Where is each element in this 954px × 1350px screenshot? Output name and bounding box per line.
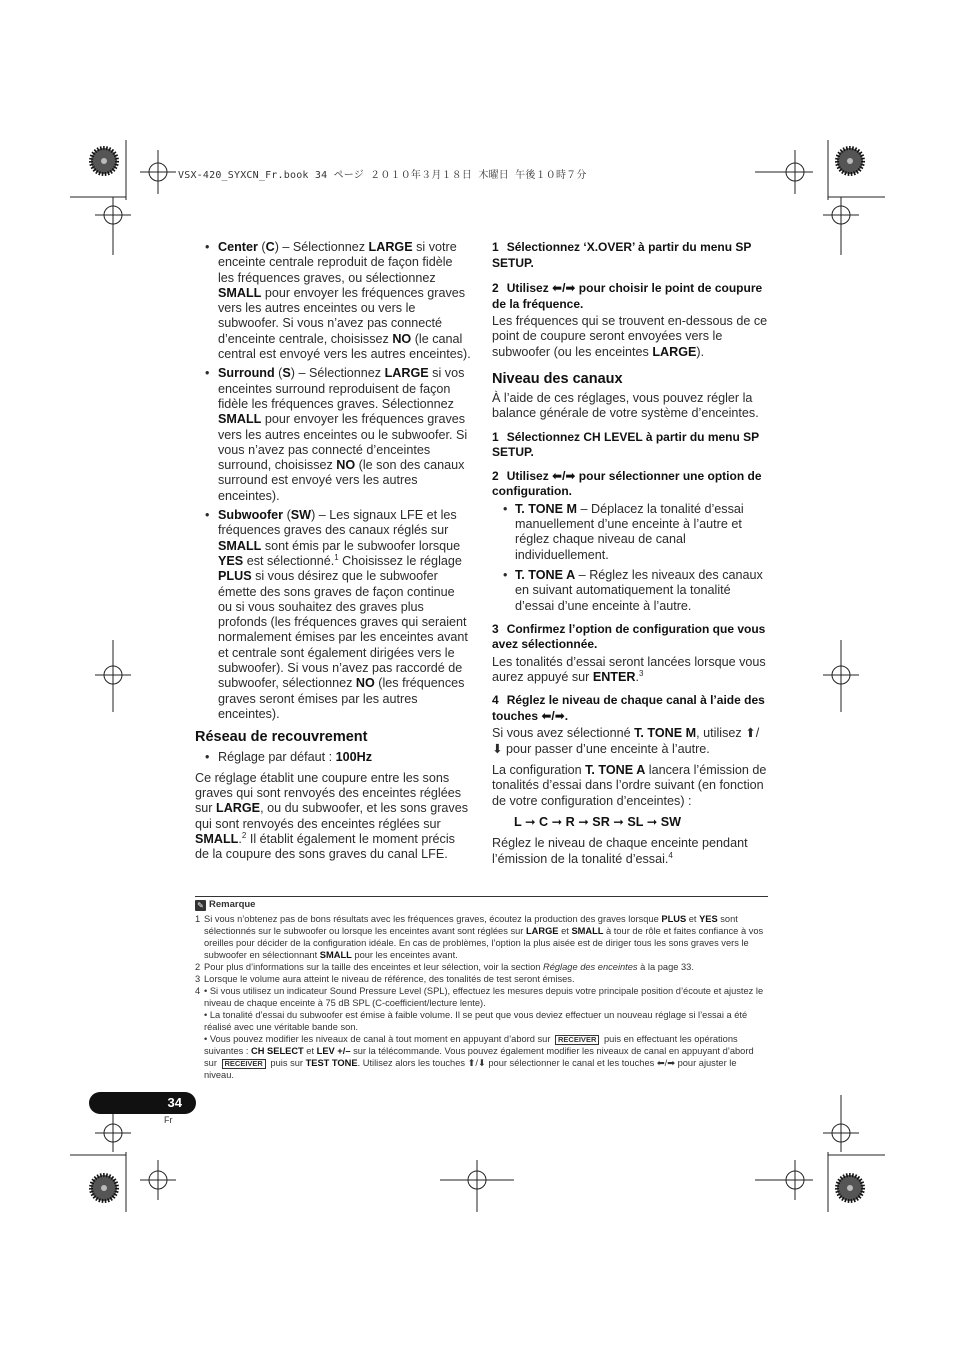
notes-section — [195, 899, 768, 1081]
text: . — [635, 670, 639, 685]
text: pour les enceintes avant. — [351, 950, 458, 960]
level-step-3 — [492, 622, 768, 653]
surround-option — [195, 366, 471, 504]
text: Il établit également le moment précis de la coupure des sons graves du canal LFE. — [195, 831, 455, 862]
text: – Sélectionnez — [278, 240, 369, 254]
keyword: SMALL — [218, 412, 262, 427]
crosshair-top-left — [140, 150, 176, 194]
step-number: 1 — [492, 240, 499, 254]
text: à la page 33. — [637, 962, 694, 972]
text: et — [558, 926, 572, 936]
step-2 — [492, 281, 768, 312]
keyword: SMALL — [218, 285, 262, 300]
footnote-ref: 1 — [334, 552, 339, 562]
footnote-3 — [195, 973, 768, 985]
paren: ( — [257, 240, 266, 254]
keyword: LARGE — [368, 240, 413, 254]
footnote-number: 3 — [195, 974, 201, 984]
channel-level-heading: Niveau des canaux — [492, 370, 623, 387]
text: sont sélectionnés sur le subwoofer ou lorsque les enceintes avant sont réglées sur — [204, 914, 738, 936]
section-reference: Réglage des enceintes — [543, 962, 638, 972]
text: puis sur — [267, 1058, 306, 1068]
crosshair-right-mid — [823, 640, 859, 712]
crosshair-left-top — [95, 197, 131, 255]
text: • Si vous utilisez un indicateur Sound Pressure Level (SPL), effectuez les mesures depuis votre principale position d’écoute et ajustez le niveau de chaque enceinte à 75 dB SPL (C-coefficient/lecture lente). — [204, 986, 764, 1008]
keyword: SMALL — [319, 950, 352, 960]
text: (le son des canaux surround est envoyé vers les autres enceintes). — [218, 458, 465, 503]
subwoofer-label: Subwoofer — [218, 508, 284, 523]
text: Réglez le niveau de chaque enceinte pendant l’émission de la tonalité d’essai. — [492, 836, 748, 866]
text: . Utilisez alors les touches ⬆/⬇ pour sélectionner le canal et les touches ⬅/➡ pour ajuster le niveau. — [204, 1058, 737, 1080]
text: pour envoyer les fréquences graves vers les autres enceintes ou le subwoofer. Si vous n’avez pas connecté d’enceintes surround, choisissez — [218, 412, 468, 473]
footnote-4c — [195, 1033, 768, 1081]
keyword: ENTER — [592, 670, 636, 685]
step-text: Sélectionnez ‘X.OVER’ à partir du menu SP SETUP. — [492, 240, 752, 270]
text: Choisissez le réglage — [338, 553, 462, 568]
step-number: 3 — [492, 621, 499, 636]
paren: ( — [283, 508, 291, 523]
text: et — [686, 914, 700, 924]
paren: ) — [311, 508, 316, 523]
text: si votre enceinte centrale reproduit de façon fidèle les fréquences graves, ou sélectionnez — [218, 240, 457, 285]
footnote-number: 2 — [195, 962, 201, 972]
starburst-bottom-right — [837, 1175, 863, 1201]
notes-divider — [195, 896, 768, 897]
text: • La tonalité d’essai du subwoofer est émise à faible volume. Il se peut que vous deviez effectuer un nouveau réglage si l’essai a été réalisé avec une véritable bande son. — [204, 1010, 748, 1032]
keyword: T. TONE M — [634, 726, 697, 741]
default-value: 100Hz — [335, 749, 373, 764]
step-number: 1 — [492, 429, 499, 444]
text: et — [303, 1046, 317, 1056]
text: (le canal central est envoyé vers les autres enceintes). — [218, 331, 471, 362]
tone-a-option — [492, 568, 768, 614]
notes-heading — [195, 899, 768, 911]
crosshair-top-right — [755, 150, 813, 194]
surround-abbr: S — [282, 366, 291, 381]
crosshair-bottom-right — [755, 1160, 813, 1200]
page-number: 34 — [167, 1095, 182, 1110]
keyword: SMALL — [218, 538, 262, 553]
paren: ) — [290, 366, 295, 381]
starburst-top-right — [837, 148, 863, 174]
starburst-bottom-left — [91, 1175, 117, 1201]
text: , ou du subwoofer, et les sons graves qui sont renvoyés des enceintes réglées sur — [195, 801, 468, 831]
keyword: LEV +/– — [316, 1046, 351, 1056]
crosshair-right-bottom — [823, 1095, 859, 1152]
footnote-ref: 4 — [668, 850, 673, 860]
text: Lorsque le volume aura atteint le niveau de référence, des tonalités de test seront émises. — [204, 974, 575, 984]
receiver-key-icon: RECEIVER — [222, 1059, 266, 1069]
text: . — [238, 831, 242, 846]
level-step-4-paragraph-2 — [492, 763, 768, 809]
footnote-1 — [195, 913, 768, 961]
step-number: 4 — [492, 693, 499, 708]
starburst-top-left — [91, 148, 117, 174]
step-text: Confirmez l’option de configuration que vous avez sélectionnée. — [492, 621, 766, 652]
keyword: LARGE — [525, 926, 559, 936]
notes-title: Remarque — [209, 899, 256, 910]
level-step-3-paragraph — [492, 655, 768, 686]
text: • Vous pouvez modifier les niveaux de canal à tout moment en appuyant d’abord sur — [204, 1034, 554, 1044]
keyword: SMALL — [195, 831, 239, 846]
step-text: Utilisez ⬅/➡ pour sélectionner une option de configuration. — [492, 468, 762, 499]
text: , utilisez ⬆/⬇ pour passer d’une enceinte à l’autre. — [492, 726, 760, 756]
keyword: PLUS — [661, 914, 687, 924]
crossover-heading: Réseau de recouvrement — [195, 729, 368, 746]
subwoofer-option — [195, 508, 471, 722]
text: – Réglez les niveaux des canaux en suivant automatiquement la tonalité d’essai d’une enceinte à l’autre. — [515, 567, 763, 613]
level-step-4 — [492, 693, 768, 724]
text: Ce réglage établit une coupure entre les sons graves qui sont renvoyés des enceintes réglées sur — [195, 770, 462, 816]
keyword: YES — [218, 553, 244, 568]
text: sur la télécommande. Vous pouvez également modifier les niveaux de canal en appuyant d’abord sur — [204, 1046, 754, 1068]
level-step-4-paragraph-1 — [492, 726, 768, 757]
footnote-2 — [195, 961, 768, 973]
keyword: TEST TONE — [305, 1058, 358, 1068]
keyword: CH SELECT — [251, 1046, 304, 1056]
text: Si vous n’obtenez pas de bons résultats avec les fréquences graves, écoutez la production des graves lorsque — [204, 914, 662, 924]
channel-level-intro: À l’aide de ces réglages, vous pouvez régler la balance générale de votre système d’enceintes. — [492, 391, 759, 421]
crossover-paragraph — [195, 771, 471, 863]
text: si vos enceintes surround reproduisent de façon fidèle les fréquences graves. Sélectionnez — [218, 366, 465, 411]
step-text: Utilisez ⬅/➡ pour choisir le point de coupure de la fréquence. — [492, 281, 763, 311]
text: si vous désirez que le subwoofer émette des sons graves de façon continue ou si vous souhaitez des graves plus profonds (les fréquences graves qui seraient normalement émises par les enceintes avant et centrale sont également dirigées vers le subwoofer). Si vous n’avez pas raccordé de subwoofer, sélectionnez — [218, 569, 468, 691]
footnote-number: 4 — [195, 986, 201, 996]
final-paragraph — [492, 836, 768, 867]
keyword: NO — [355, 676, 375, 691]
text: – Sélectionnez — [294, 366, 385, 381]
crosshair-right-top — [823, 197, 859, 255]
receiver-key-icon: RECEIVER — [555, 1035, 599, 1045]
center-abbr: C — [265, 240, 275, 254]
keyword: NO — [392, 331, 412, 346]
footnote-4a — [195, 985, 768, 1009]
text: sont émis par le subwoofer lorsque — [261, 538, 461, 553]
footnote-ref: 3 — [639, 668, 644, 678]
page-number-tab — [100, 1092, 196, 1114]
text: puis en effectuant les opérations suivantes : — [204, 1034, 738, 1056]
text: Les tonalités d’essai seront lancées lorsque vous aurez appuyé sur — [492, 654, 766, 685]
text: Les fréquences qui se trouvent en-dessous de ce point de coupure seront envoyées vers le subwoofer (ou les enceintes — [492, 314, 768, 359]
crosshair-left-mid — [95, 640, 131, 712]
paren: ( — [274, 366, 283, 381]
keyword: YES — [699, 914, 718, 924]
text: (les fréquences graves seront émises par les autres enceintes). — [218, 676, 465, 721]
keyword: NO — [336, 458, 356, 473]
pencil-note-icon: ✎ — [195, 900, 206, 911]
text: lancera l’émission de tonalités d’essai dans l’ordre suivant (en fonction de votre configuration d’enceintes) : — [492, 763, 767, 808]
text: à tour de rôle et faites confiance à vos oreilles pour décider de la configuration idéale. En cas de problèmes, l’option la plus aisée est de diriger tous les sons graves vers le subwoofer en sélectionnant — [204, 926, 764, 960]
surround-label: Surround — [218, 366, 275, 381]
language-code: Fr — [164, 1115, 173, 1125]
default-label: Réglage par défaut : — [218, 749, 336, 764]
crosshair-bottom-center — [440, 1160, 514, 1212]
text: Pour plus d’informations sur la taille des enceintes et leur sélection, voir la section — [204, 962, 543, 972]
step-text: Réglez le niveau de chaque canal à l’aide des touches ⬅/➡. — [492, 693, 765, 723]
subwoofer-abbr: SW — [290, 508, 312, 523]
step-number: 2 — [492, 281, 499, 295]
step-text: Sélectionnez CH LEVEL à partir du menu SP SETUP. — [492, 429, 759, 460]
tone-m-label: T. TONE M — [515, 501, 578, 516]
keyword: LARGE — [384, 366, 429, 381]
text: est sélectionné. — [243, 553, 335, 568]
text: pour envoyer les fréquences graves vers les autres enceintes ou vers le subwoofer. Si vous n’avez pas connecté d’enceinte centrale, choisissez — [218, 285, 466, 346]
level-step-1 — [492, 430, 768, 461]
keyword: LARGE — [652, 344, 697, 359]
step-2-paragraph — [492, 314, 768, 360]
step-number: 2 — [492, 468, 499, 483]
keyword: PLUS — [218, 569, 252, 584]
right-column — [492, 240, 768, 871]
step-1 — [492, 240, 768, 271]
keyword: SMALL — [571, 926, 604, 936]
speaker-order-chain: L ➞ C ➞ R ➞ SR ➞ SL ➞ SW — [514, 814, 682, 829]
keyword: LARGE — [216, 801, 261, 816]
text: Si vous avez sélectionné — [492, 726, 635, 741]
tone-m-option — [492, 502, 768, 563]
print-header: VSX-420_SYXCN_Fr.book 34 ページ ２０１０年３月１８日 木曜日 午後１０時７分 — [178, 170, 587, 181]
footnote-4b — [195, 1009, 768, 1033]
center-option — [195, 240, 471, 362]
text: – Déplacez la tonalité d’essai manuellement d’une enceinte à l’autre et réglez chaque niveau de canal individuellement. — [515, 501, 744, 562]
level-step-2 — [492, 469, 768, 500]
center-label: Center — [218, 240, 258, 254]
text: – Les signaux LFE et les fréquences graves des canaux réglés sur — [218, 508, 457, 538]
keyword: T. TONE A — [585, 763, 646, 778]
default-setting — [195, 750, 471, 765]
paren: ) — [274, 240, 279, 254]
tone-a-label: T. TONE A — [515, 567, 576, 582]
footnote-number: 1 — [195, 914, 201, 924]
footnote-ref: 2 — [241, 830, 247, 840]
left-column — [195, 240, 471, 867]
text: ). — [696, 344, 705, 359]
crosshair-bottom-left — [140, 1160, 176, 1200]
text: La configuration — [492, 763, 586, 778]
